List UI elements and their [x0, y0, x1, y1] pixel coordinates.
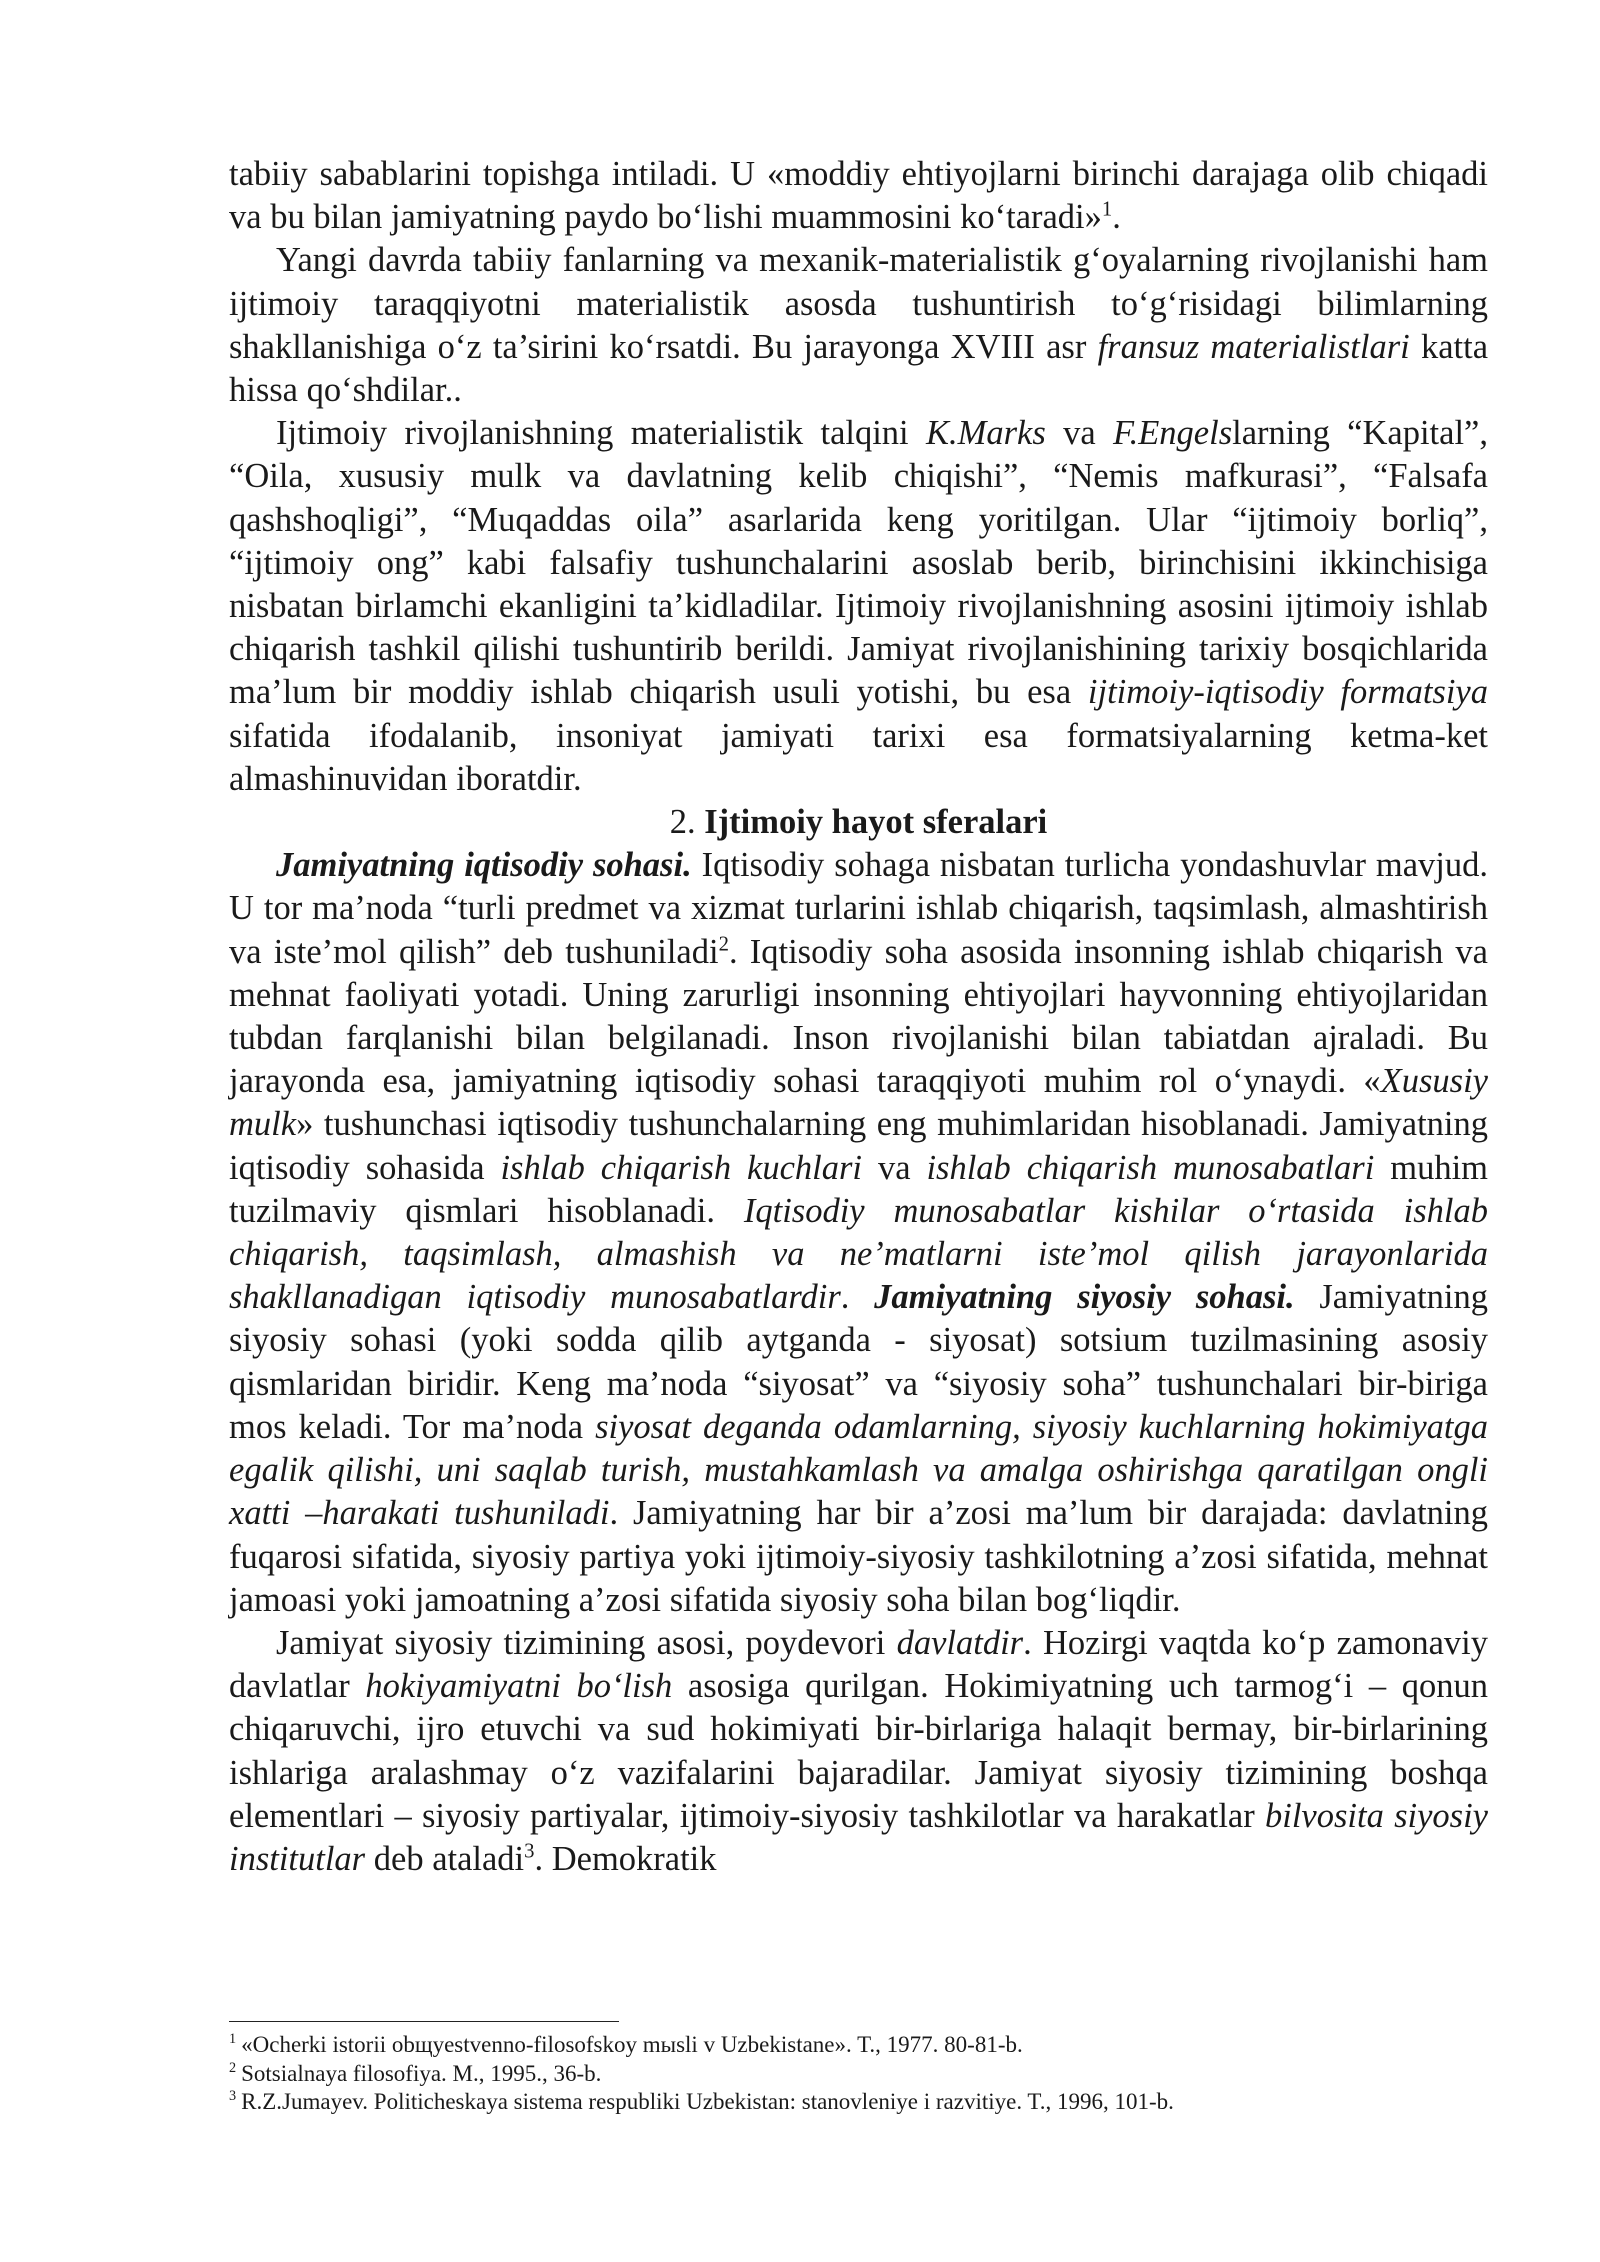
- text-run: larning “Kapital”, “Oila, xususiy mulk va davlatning kelib chiqishi”, “Nemis mafkurasi”, “Falsafa qashshoqligi”, “Muqaddas oila” asarlarida keng yoritilgan. Ular “ijtimoiy borliq”, “ijtimoiy ong” kabi falsafiy tushunchalarini asoslab berib, birinchisini ikkinchisiga nisbatan birlamchi ekanligini ta’kidladilar. Ijtimoiy rivojlanishning asosini ijtimoiy ishlab chiqarish tashkil qilishi tushuntirib berildi. Jamiyat rivojlanishining tarixiy bosqichlarida ma’lum bir moddiy ishlab chiqarish usuli yotishi, bu esa: [229, 414, 1488, 712]
- bold-italic-run: Jamiyatning siyosiy sohasi.: [874, 1278, 1295, 1317]
- section-heading: [229, 801, 1488, 844]
- paragraph: [229, 1622, 1488, 1881]
- footnote-text: «Ocherki istorii obщyestvenno-filosofskoy mыsli v Uzbekistane». T., 1977. 80-81-b.: [241, 2032, 1023, 2057]
- footnote-ref: 2: [718, 933, 729, 956]
- paragraph: [229, 239, 1488, 412]
- italic-text: bilvosita siyosiy institutlar: [229, 1796, 1488, 1878]
- footnote-text: R.Z.Jumayev. Politicheskaya sistema respubliki Uzbekistan: stanovleniye i razvitiye. T., 1996, 101-b.: [241, 2089, 1174, 2114]
- text-run: .: [840, 1278, 875, 1317]
- text-run: Yangi davrda tabiiy fanlarning va mexanik-materialistik g‘oyalarning rivojlanishi ham ijtimoiy taraqqiyotni materialistik asosda tushuntirish to‘g‘risidagi bilimlarning shakllanishiga o‘z ta’sirini ko‘rsatdi. Bu jarayonga XVIII asr: [229, 241, 1488, 366]
- page-body: [229, 153, 1488, 1881]
- footnote-ref: 3: [524, 1840, 535, 1863]
- text-run: 2.: [669, 803, 705, 842]
- bold-text: Ijtimoiy hayot sferalari: [704, 803, 1048, 842]
- footnote: [229, 2088, 1488, 2117]
- text-run: » tushunchasi iqtisodiy tushunchalarning eng muhimlaridan hisoblanadi. Jamiyatning iqtisodiy sohasida: [229, 1105, 1488, 1187]
- footnote: [229, 2031, 1488, 2060]
- italic-text: fransuz materialistlari: [1097, 327, 1410, 366]
- text-run: tabiiy sabablarini topishga intiladi. U «moddiy ehtiyojlarni birinchi darajaga olib chiqadi va bu bilan jamiyatning paydo bo‘lishi muammosini ko‘taradi»: [229, 155, 1488, 237]
- text-run: katta hissa qo‘shdilar..: [229, 327, 1489, 410]
- italic-text: K.Marks: [925, 414, 1046, 453]
- footnote-number: 1: [229, 2031, 237, 2048]
- italic-text: Xususiy mulk: [229, 1062, 1488, 1144]
- text-run: Iqtisodiy sohaga nisbatan turlicha yondashuvlar mavjud. U tor ma’noda “turli predmet va xizmat turlarini ishlab chiqarish, taqsimlash, almashtirish va iste’mol qilish” deb tushuniladi: [229, 846, 1488, 971]
- text-run: va: [1045, 414, 1113, 453]
- paragraph: [229, 412, 1488, 801]
- paragraph: [229, 153, 1488, 239]
- paragraph: [229, 844, 1488, 1622]
- footnote-number: 3: [229, 2088, 237, 2105]
- text-run: muhim tuzilmaviy qismlari hisoblanadi.: [229, 1148, 1488, 1230]
- italic-text: siyosat deganda odamlarning, siyosiy kuchlarning hokimiyatga egalik qilishi, uni saqlab turish, mustahkamlash va amalga oshirishga qaratilgan ongli xatti –harakati tushuniladi: [229, 1407, 1489, 1533]
- text-run: Ijtimoiy rivojlanishning materialistik talqini: [276, 414, 926, 453]
- footnotes: [229, 2021, 1488, 2117]
- italic-text: Iqtisodiy munosabatlar kishilar o‘rtasida ishlab chiqarish, taqsimlash, almashish va ne’matlarni iste’mol qilish jarayonlarida shakllanadigan iqtisodiy munosabatlardir: [229, 1191, 1488, 1317]
- italic-text: ijtimoiy-iqtisodiy formatsiya: [1087, 673, 1488, 712]
- footnote-list: [229, 2031, 1488, 2117]
- text-run: . Demokratik: [534, 1839, 717, 1878]
- text-run: Jamiyat siyosiy tizimining asosi, poydevori: [276, 1623, 897, 1662]
- italic-text: davlatdir: [896, 1623, 1024, 1662]
- italic-text: hokiyamiyatni bo‘lish: [365, 1667, 673, 1706]
- italic-text: ishlab chiqarish munosabatlari: [926, 1148, 1375, 1187]
- text-run: asosiga qurilgan. Hokimiyatning uch tarmog‘i – qonun chiqaruvchi, ijro etuvchi va sud hokimiyati bir-birlariga halaqit bermay, bir-birlarining ishlariga aralashmay o‘z vazifalarini bajaradilar. Jamiyat siyosiy tizimining boshqa elementlari – siyosiy partiyalar, ijtimoiy-siyosiy tashkilotlar va harakatlar: [229, 1667, 1489, 1835]
- footnote-number: 2: [229, 2059, 237, 2076]
- footnote-text: Sotsialnaya filosofiya. M., 1995., 36-b.: [241, 2060, 602, 2086]
- bold-italic-text: [276, 846, 692, 884]
- bold-italic-text: [874, 1278, 1294, 1316]
- footnote-separator: [229, 2021, 619, 2022]
- italic-text: ishlab chiqarish kuchlari: [500, 1148, 862, 1187]
- text-run: va: [862, 1148, 927, 1187]
- text-run: .: [1112, 198, 1121, 237]
- bold-italic-run: Jamiyatning iqtisodiy sohasi.: [276, 846, 692, 885]
- text-run: sifatida ifodalanib, insoniyat jamiyati tarixi esa formatsiyalarning ketma-ket almashinuvidan iboratdir.: [229, 716, 1488, 798]
- footnote-ref: 1: [1101, 198, 1113, 221]
- footnote: [229, 2060, 1488, 2089]
- text-run: . Jamiyatning har bir a’zosi ma’lum bir darajada: davlatning fuqarosi sifatida, siyosiy partiya yoki ijtimoiy-siyosiy tashkilotning a’zosi sifatida, mehnat jamoasi yoki jamoatning a’zosi sifatida siyosiy soha bilan bog‘liqdir.: [229, 1494, 1488, 1619]
- text-run: . Iqtisodiy soha asosida insonning ishlab chiqarish va mehnat faoliyati yotadi. Uning zarurligi insonning ehtiyojlari hayvonning ehtiyojlaridan tubdan farqlanishi bilan belgilanadi. Inson rivojlanishi bilan tabiatdan ajraladi. Bu jarayonda esa, jamiyatning iqtisodiy sohasi taraqqiyoti muhim rol o‘ynaydi. «: [229, 932, 1488, 1101]
- text-run: Jamiyatning siyosiy sohasi (yoki sodda qilib aytganda - siyosat) sotsium tuzilmasining asosiy qismlaridan biridir. Keng ma’noda “siyosat” va “siyosiy soha” tushunchalari bir-biriga mos keladi. Tor ma’noda: [229, 1278, 1488, 1446]
- text-run: deb ataladi: [365, 1839, 525, 1878]
- italic-text: F.Engels: [1112, 414, 1233, 453]
- text-run: . Hozirgi vaqtda ko‘p zamonaviy davlatlar: [229, 1623, 1489, 1706]
